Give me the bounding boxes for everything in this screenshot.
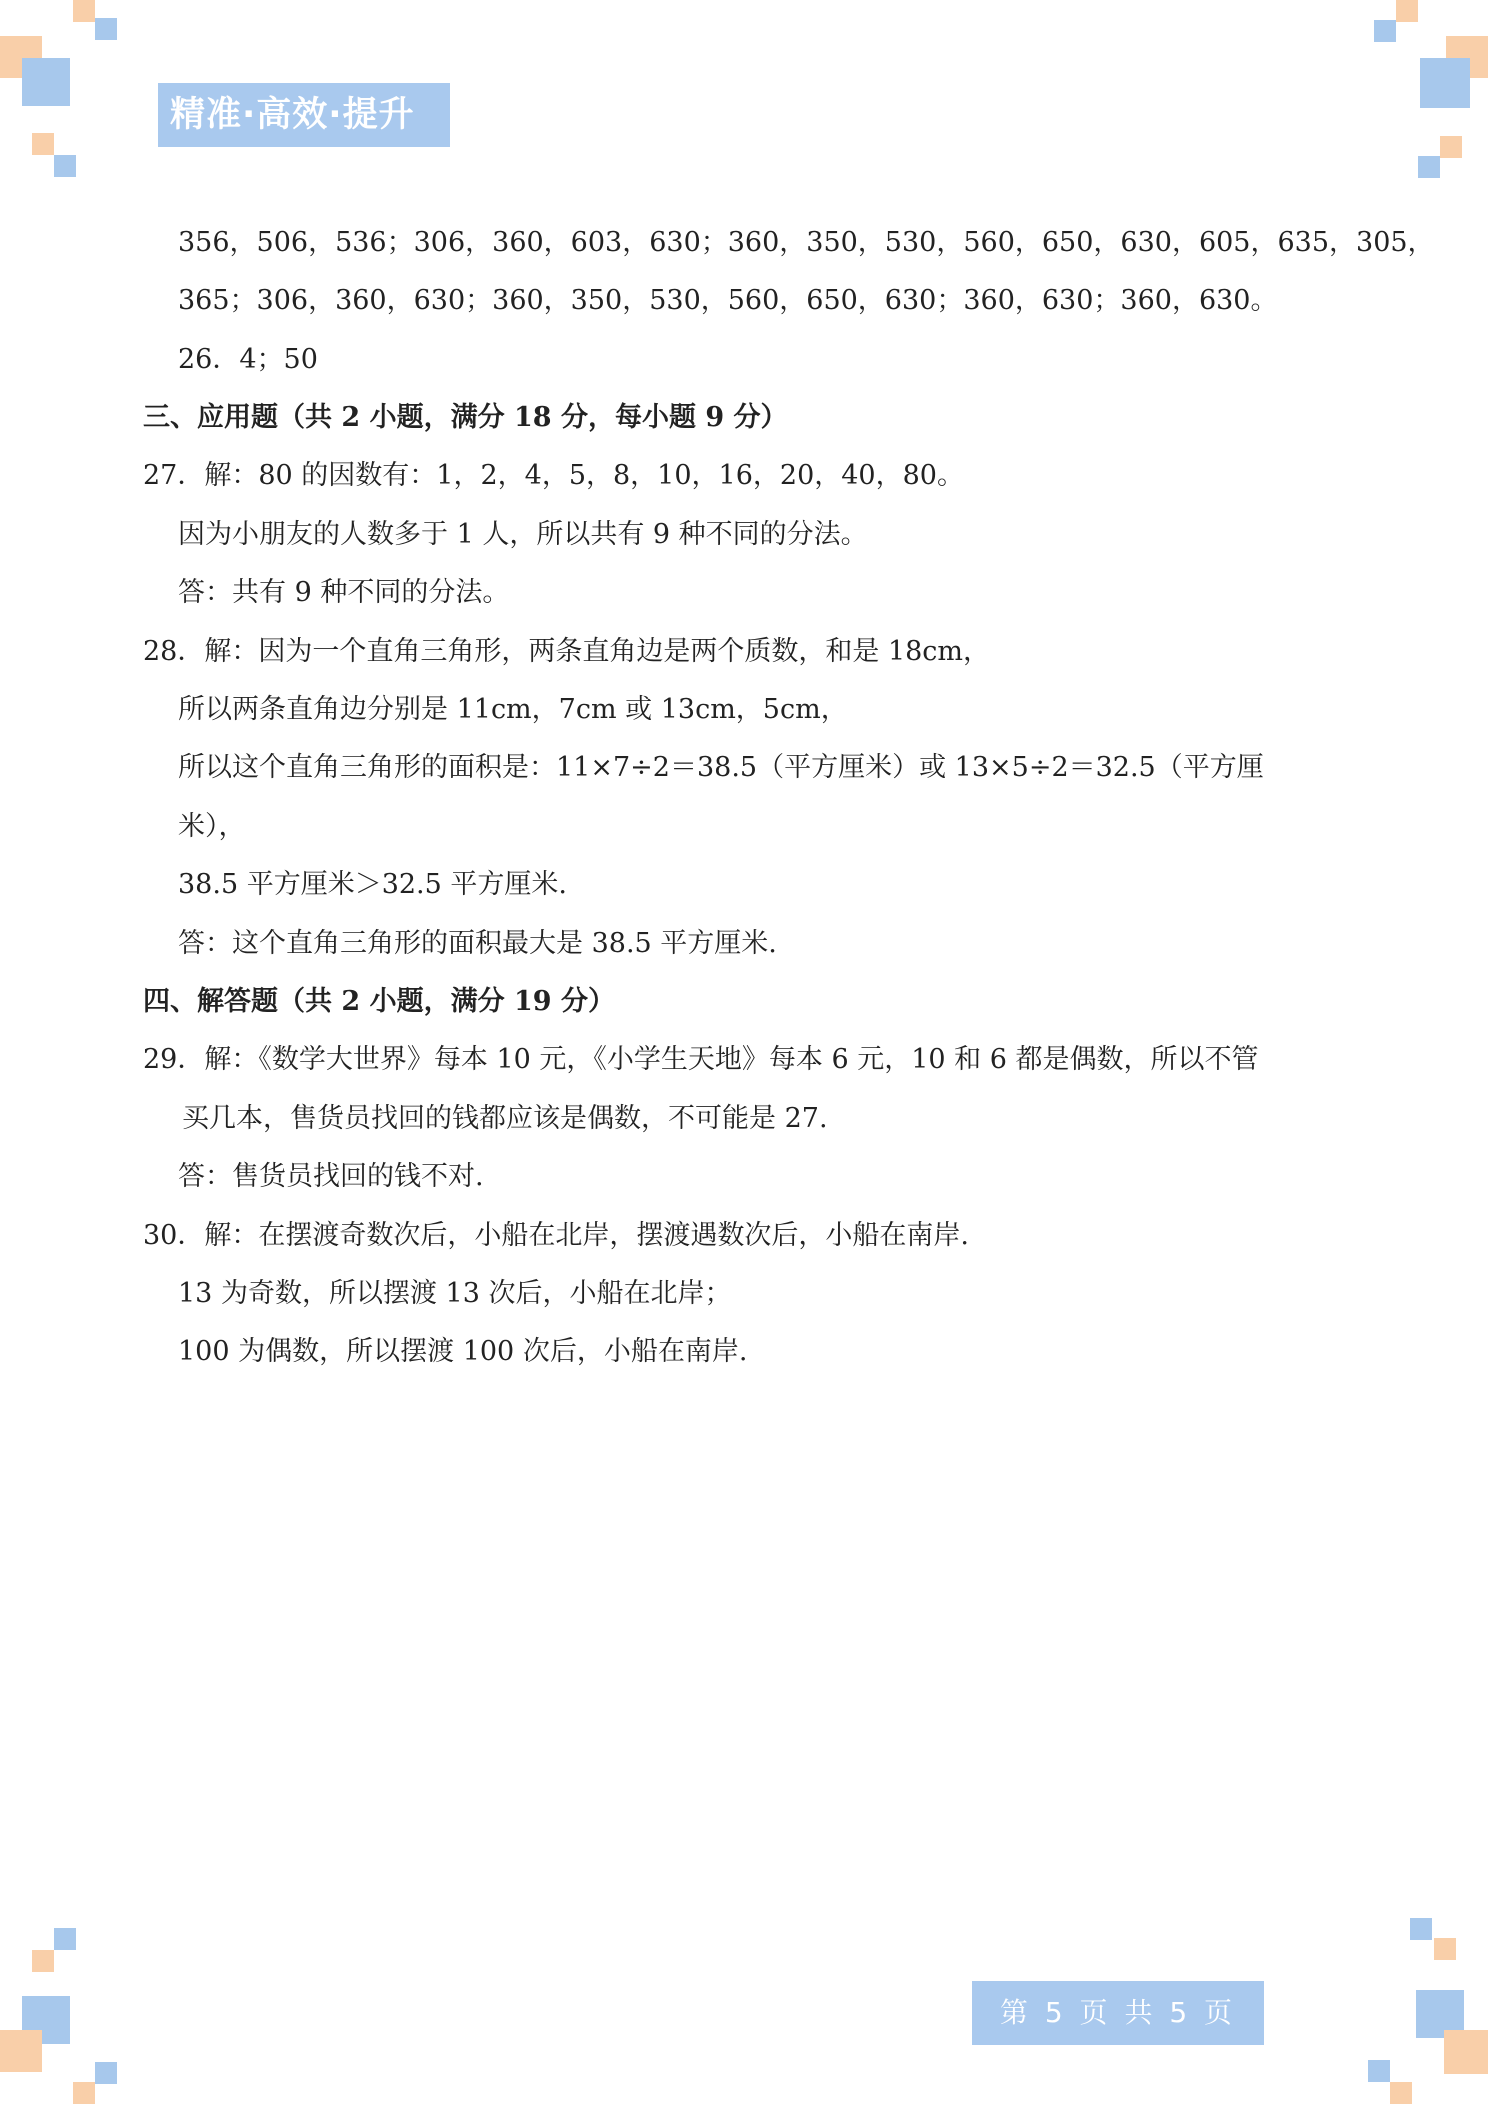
section-heading: 三、应用题（共 2 小题，满分 18 分，每小题 9 分） <box>143 402 788 433</box>
decor-square <box>1444 2030 1488 2074</box>
decor-square <box>1410 1918 1432 1940</box>
answer-line: 答：售货员找回的钱不对. <box>178 1161 484 1192</box>
question-line: 28．解：因为一个直角三角形，两条直角边是两个质数，和是 18cm， <box>143 636 991 667</box>
answer-line: 答：共有 9 种不同的分法。 <box>178 577 510 608</box>
section-heading: 四、解答题（共 2 小题，满分 19 分） <box>143 986 615 1017</box>
text-line: 100 为偶数，所以摆渡 100 次后，小船在南岸. <box>178 1336 748 1367</box>
text-line: 13 为奇数，所以摆渡 13 次后，小船在北岸； <box>178 1278 732 1309</box>
decor-square <box>32 133 54 155</box>
decor-square <box>1396 0 1418 22</box>
text-line: 356，506，536；306，360，603，630；360，350，530，560，650，630，605，635，305， <box>178 227 1435 258</box>
decor-square <box>54 1928 76 1950</box>
question-line: 30．解：在摆渡奇数次后，小船在北岸，摆渡遇数次后，小船在南岸. <box>143 1220 969 1251</box>
answer-line: 答：这个直角三角形的面积最大是 38.5 平方厘米. <box>178 928 777 959</box>
decor-square <box>95 18 117 40</box>
decor-square <box>73 2082 95 2104</box>
decor-square <box>0 2030 42 2072</box>
text-line: 26．4；50 <box>178 344 318 375</box>
decor-square <box>1368 2060 1390 2082</box>
brand-banner: 精准·高效·提升 <box>158 83 450 147</box>
decor-square <box>73 0 95 22</box>
decor-square <box>1418 156 1440 178</box>
text-line: 买几本，售货员找回的钱都应该是偶数，不可能是 27. <box>182 1103 828 1134</box>
text-line: 365；306，360，630；360，350，530，560，650，630；360，630；360，630。 <box>178 285 1278 316</box>
decor-square <box>54 155 76 177</box>
decor-square <box>1374 20 1396 42</box>
decor-square <box>1440 136 1462 158</box>
decor-square <box>1420 58 1470 108</box>
text-line: 所以这个直角三角形的面积是：11×7÷2＝38.5（平方厘米）或 13×5÷2＝32.5（平方厘 <box>178 752 1264 783</box>
page-number-label: 第 5 页 共 5 页 <box>972 1981 1264 2045</box>
text-line: 因为小朋友的人数多于 1 人，所以共有 9 种不同的分法。 <box>178 519 868 550</box>
question-line: 29．解：《数学大世界》每本 10 元，《小学生天地》每本 6 元，10 和 6 都是偶数，所以不管 <box>143 1044 1259 1075</box>
decor-square <box>1434 1938 1456 1960</box>
text-line: 米）， <box>178 811 246 842</box>
text-line: 38.5 平方厘米＞32.5 平方厘米. <box>178 869 567 900</box>
decor-square <box>1390 2082 1412 2104</box>
question-line: 27．解：80 的因数有：1，2，4，5，8，10，16，20，40，80。 <box>143 460 964 491</box>
decor-square <box>32 1950 54 1972</box>
decor-square <box>95 2062 117 2084</box>
decor-square <box>22 58 70 106</box>
text-line: 所以两条直角边分别是 11cm，7cm 或 13cm，5cm， <box>178 694 848 725</box>
